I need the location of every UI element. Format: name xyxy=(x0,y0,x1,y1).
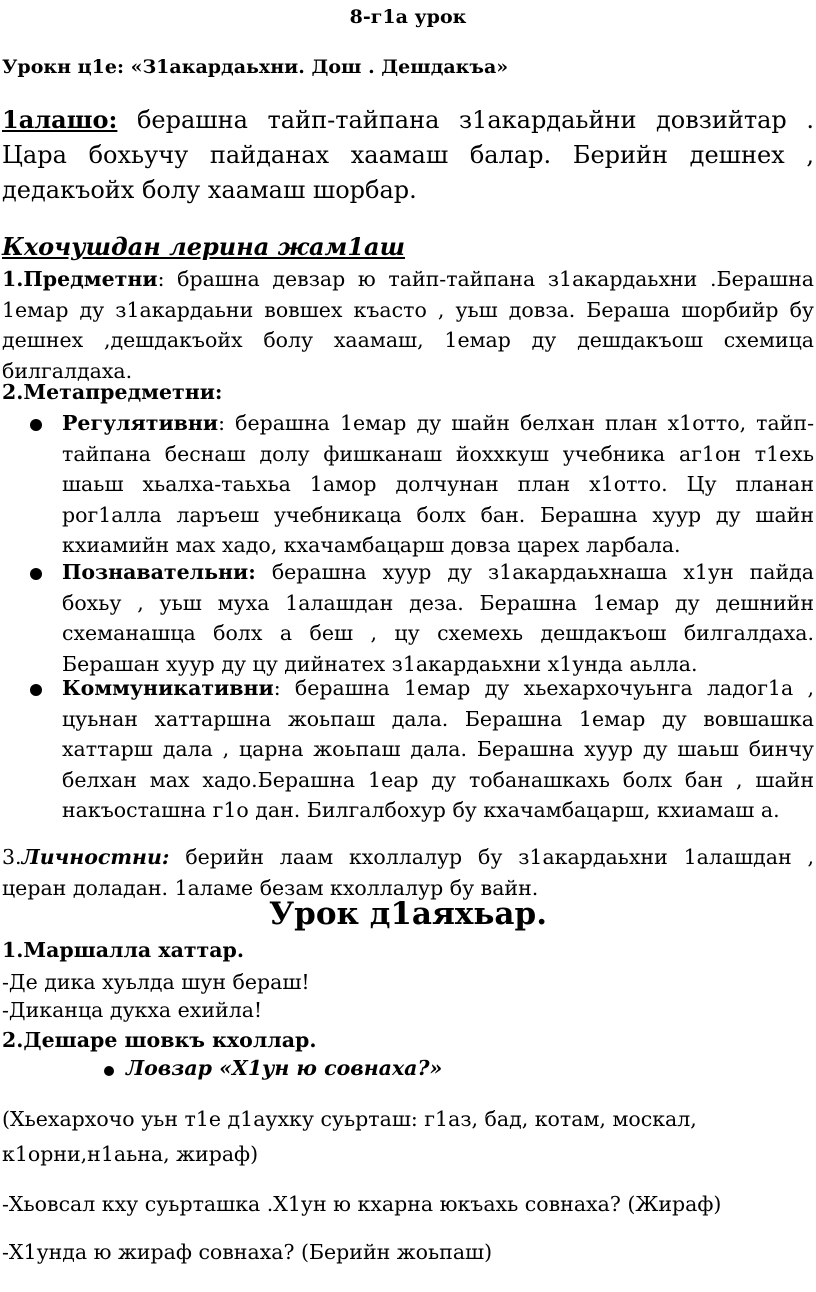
game-title: Ловзар «Х1ун ю совнаха?» xyxy=(126,1056,443,1080)
aim-text: берашна тайп-тайпана з1акардаьйни довзийтар . Цара бохьучу пайданах хаамаш балар. Берийн дешнех , дедакъойх болу хаамаш шорбар. xyxy=(2,106,814,204)
greeting-reply-line: -Диканца дукха ехийла! xyxy=(2,998,263,1022)
personal-text: берийн лаам кхоллалур бу з1акардаьхни 1алашдан , церан доладан. 1аламе безам кхоллалур бу вайн. xyxy=(2,845,814,900)
personal-label: Личностни: xyxy=(21,845,170,869)
bullet-icon xyxy=(30,419,42,431)
communicative-label: Коммуникативни xyxy=(62,676,274,700)
lesson-topic xyxy=(2,56,508,78)
step2-title: 2.Дешаре шовкъ кхоллар. xyxy=(2,1028,317,1052)
step1-title: 1.Маршалла хаттар. xyxy=(2,938,245,962)
regulative-label: Регулятивни xyxy=(62,411,219,435)
lesson-number: 8-г1а урок xyxy=(349,6,467,28)
subject-text: : брашна девзар ю тайп-тайпана з1акардаьхни .Берашна 1емар ду з1акардаьни вовшех къасто , уьш довза. Бераша шорбийр бу дешнех ,дешдакъойх болу хаамаш, 1емар ду дешдакъош схемица билгалдаха. xyxy=(2,267,814,383)
greeting-line: -Де дика хуьлда шун бераш! xyxy=(2,970,310,994)
cognitive-label: Познавательни: xyxy=(62,560,256,584)
course-title: Урок д1аяхьар. xyxy=(269,896,547,932)
meta-label: 2.Метапредметни: xyxy=(2,380,223,404)
bullet-icon xyxy=(104,1066,114,1076)
aim-label: 1алашо: xyxy=(2,105,118,134)
communicative-item xyxy=(62,673,814,826)
bullet-icon xyxy=(30,684,42,696)
cognitive-text: берашна хуур ду з1акардаьхнаша х1ун пайда бохьу , уьш муха 1алашдан деза. Берашна 1емар ду дешнийн схеманашца болх а беш , цу схемехь дешдакъош билгалдаха. Берашан хуур ду цу дийнатех з1акардаьхни х1унда аьлла. xyxy=(62,560,814,676)
personal-outcomes xyxy=(2,842,814,903)
topic-label: Урокн ц1е: xyxy=(2,56,124,78)
question-line: -Хьовсал кху суьрташка .Х1ун ю кхарна юкъахь совнаха? (Жираф) xyxy=(2,1192,722,1216)
activity-line: к1орни,н1аьна, жираф) xyxy=(2,1142,259,1166)
subject-outcomes xyxy=(2,264,814,386)
activity-line: (Хьехархочо уьн т1е д1аухку суьрташ: г1аз, бад, котам, москал, xyxy=(2,1107,697,1131)
aim-paragraph xyxy=(2,102,814,208)
communicative-text: : берашна 1емар ду хьехархочуьнга ладог1а , цуьнан хаттаршна жоьпаш дала. Берашна 1емар ду вовшашка хаттарш дала , царна жоьпаш дала. Берашна хуур ду шаьш бинчу белхан мах хадо.Берашна 1еар ду тобанашкахь болх бан , шайн накъосташна г1о дан. Билгалбохур бу кхачамбацарш, кхиамаш а. xyxy=(62,676,814,822)
question-line: -Х1унда ю жираф совнаха? (Берийн жоьпаш) xyxy=(2,1240,493,1264)
topic-value: «З1акардаьхни. Дош . Дешдакъа» xyxy=(130,56,509,78)
cognitive-item xyxy=(62,557,814,679)
regulative-item xyxy=(62,408,814,561)
subject-label: 1.Предметни xyxy=(2,267,158,291)
personal-number: 3. xyxy=(2,845,22,869)
regulative-text: : берашна 1емар ду шайн белхан план х1отто, тайп-тайпана беснаш долу фишканаш йоххкуш учебника аг1он т1ехь шаьш хьалха-таьхьа 1амор долчунан план х1отто. Цу планан рог1алла ларъеш учебникаца болх бан. Берашна хуур ду шайн кхиамийн мах хадо, кхачамбацарш довза царех ларбала. xyxy=(62,411,814,557)
bullet-icon xyxy=(30,568,42,580)
outcomes-title: Кхочушдан лерина жам1аш xyxy=(2,232,405,261)
